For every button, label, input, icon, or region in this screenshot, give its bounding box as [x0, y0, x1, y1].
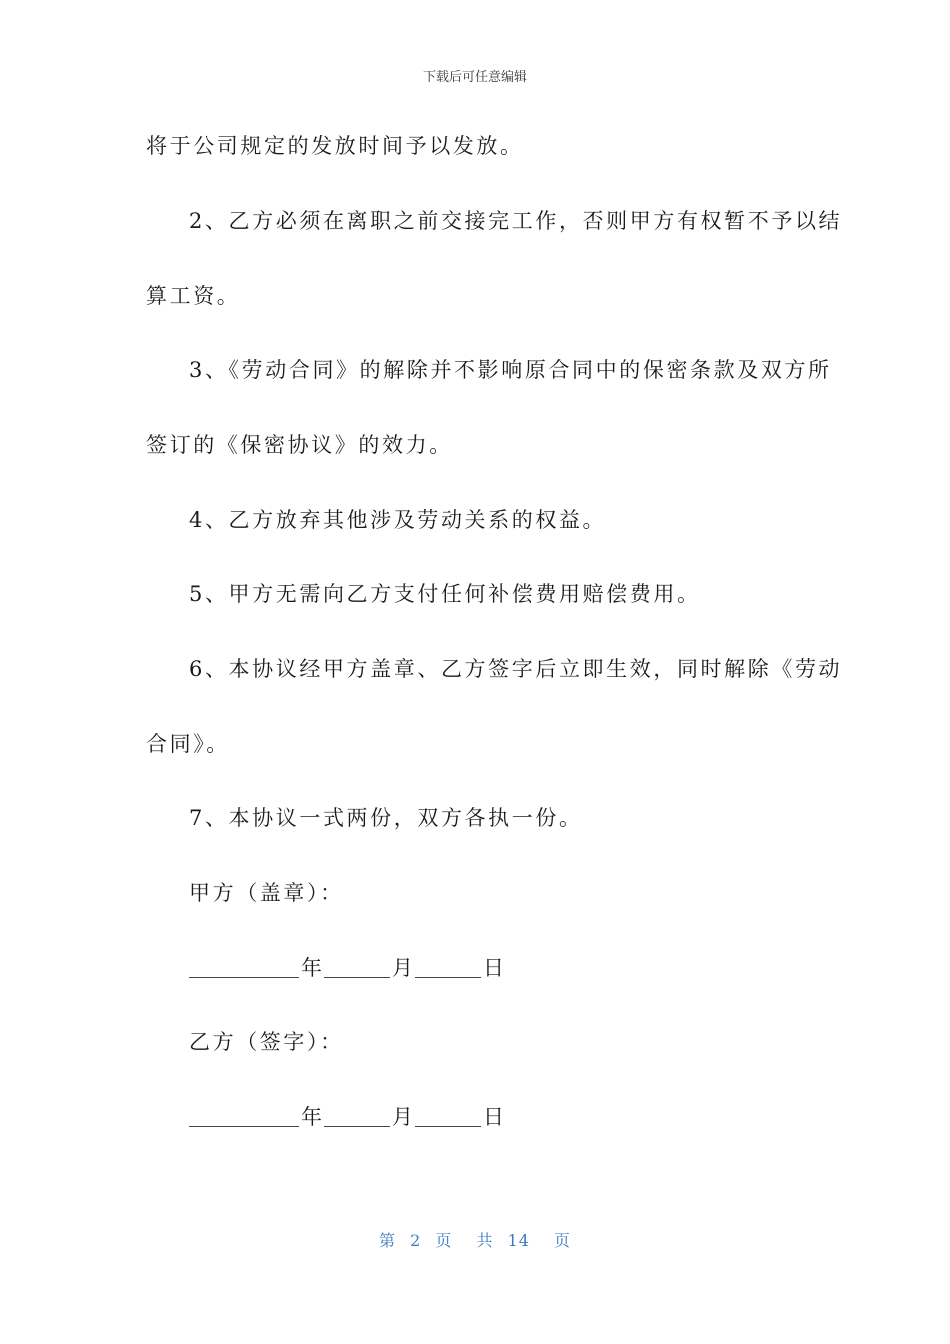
party-b-date-line: [189, 1103, 506, 1131]
month-blank: [324, 1104, 390, 1127]
paragraph-5-line-1: 5、甲方无需向乙方支付任何补偿费用赔偿费用。: [189, 582, 701, 606]
footer-total-pages: 14: [507, 1231, 530, 1250]
paragraph-3-line-2: 签订的《保密协议》的效力。: [146, 433, 453, 457]
paragraph-3-line-1: 3、《劳动合同》的解除并不影响原合同中的保密条款及双方所: [189, 358, 832, 382]
paragraph-7-line-1: 7、本协议一式两份，双方各执一份。: [189, 806, 583, 830]
page-footer: [0, 1228, 950, 1251]
day-label: 日: [483, 956, 504, 980]
party-a-date-line: [189, 954, 506, 982]
day-blank: [415, 955, 481, 978]
year-label: 年: [301, 956, 322, 980]
footer-total-word: 共: [476, 1231, 494, 1250]
paragraph-1-line-1: 将于公司规定的发放时间予以发放。: [146, 134, 524, 158]
party-b-label: 乙方（签字）：: [189, 1030, 344, 1054]
paragraph-6-line-2: 合同》。: [146, 732, 230, 756]
footer-suffix: 页: [554, 1231, 572, 1250]
paragraph-6-line-1: 6、本协议经甲方盖章、乙方签字后立即生效，同时解除《劳动: [189, 657, 843, 681]
footer-page-word: 页: [435, 1231, 453, 1250]
year-blank: [189, 955, 299, 978]
footer-current-page: 2: [410, 1231, 422, 1250]
header-note: 下载后可任意编辑: [422, 70, 527, 85]
year-label: 年: [301, 1105, 322, 1129]
year-blank: [189, 1104, 299, 1127]
paragraph-4-line-1: 4、乙方放弃其他涉及劳动关系的权益。: [189, 508, 607, 532]
month-label: 月: [392, 1105, 413, 1129]
month-blank: [324, 955, 390, 978]
footer-prefix: 第: [378, 1231, 396, 1250]
day-blank: [415, 1104, 481, 1127]
paragraph-2-line-2: 算工资。: [146, 284, 241, 308]
paragraph-2-line-1: 2、乙方必须在离职之前交接完工作，否则甲方有权暂不予以结: [189, 209, 843, 233]
month-label: 月: [392, 956, 413, 980]
party-a-label: 甲方（盖章）：: [189, 881, 344, 905]
day-label: 日: [483, 1105, 504, 1129]
